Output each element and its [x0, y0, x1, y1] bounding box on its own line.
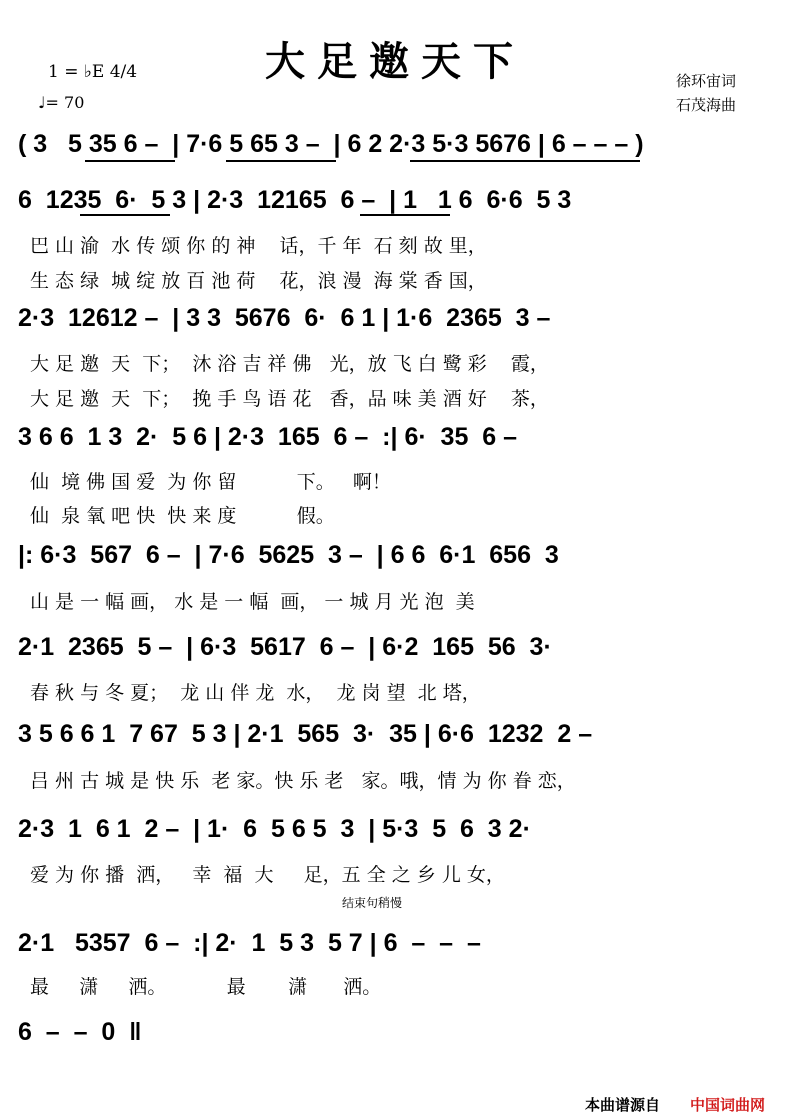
key-signature: 1 = ♭E 4/4	[48, 62, 138, 82]
lyric-line-8: 春 秋 与 冬 夏； 龙 山 伴 龙 水， 龙 岗 望 北 塔，	[30, 682, 481, 704]
lyric-line-11: 最 潇 洒。 最 潇 洒。	[30, 976, 382, 998]
lyric-line-7: 山 是 一 幅 画， 水 是 一 幅 画， 一 城 月 光 泡 美	[30, 591, 475, 613]
beam-line	[80, 214, 170, 216]
footer-source-label: 本曲谱源自	[585, 1096, 661, 1114]
lyric-line-2: 生 态 绿 城 绽 放 百 池 荷 花，浪 漫 海 棠 香 国，	[30, 270, 487, 292]
beam-line	[360, 214, 450, 216]
beam-line	[226, 160, 336, 162]
notation-line-4: 3 6 6 1 3 2· 5 6 | 2·3 165 6 – :| 6· 35 6 –	[18, 423, 518, 451]
lyric-line-6: 仙 泉 氧 吧 快 快 来 度 假。	[30, 505, 335, 527]
lyric-line-10: 爱 为 你 播 洒， 幸 福 大 足，五 全 之 乡 儿 女，	[30, 864, 505, 886]
notation-line-2: 6 1235 6· 5 3 | 2·3 12165 6 – | 1 1 6 6·6 5 3	[18, 186, 572, 214]
notation-line-5: |: 6·3 567 6 – | 7·6 5625 3 – | 6 6 6·1 656 3	[18, 541, 559, 569]
notation-line-3: 2·3 12612 – | 3 3 5676 6· 6 1 | 1·6 2365 3 –	[18, 304, 551, 332]
lyricist-credit: 徐环宙词	[676, 72, 737, 90]
lyric-line-4: 大 足 邀 天 下； 挽 手 鸟 语 花 香，品 味 美 酒 好 茶，	[30, 388, 549, 410]
notation-line-8: 2·3 1 6 1 2 – | 1· 6 5 6 5 3 | 5·3 5 6 3 2·	[18, 815, 531, 843]
notation-line-10: 6 – – 0 ‖	[18, 1018, 142, 1046]
notation-line-1: ( 3 5 35 6 – | 7·6 5 65 3 – | 6 2 2·3 5·3 5676 | 6 – – – )	[18, 130, 644, 158]
notation-line-6: 2·1 2365 5 – | 6·3 5617 6 – | 6·2 165 56 3·	[18, 633, 552, 661]
notation-line-9: 2·1 5357 6 – :| 2· 1 5 3 5 7 | 6 – – –	[18, 929, 481, 957]
tempo-marking: ♩= 70	[38, 93, 85, 112]
lyric-line-9: 吕 州 古 城 是 快 乐 老 家。快 乐 老 家。哦，情 为 你 眷 恋，	[30, 770, 576, 792]
beam-line	[85, 160, 175, 162]
lyric-line-1: 巴 山 渝 水 传 颂 你 的 神 话，千 年 石 刻 故 里，	[30, 235, 487, 257]
ending-tempo-note: 结束句稍慢	[342, 896, 403, 910]
lyric-line-5: 仙 境 佛 国 爱 为 你 留 下。 啊！	[30, 471, 391, 493]
composer-credit: 石茂海曲	[676, 96, 737, 114]
lyric-line-3: 大 足 邀 天 下； 沐 浴 吉 祥 佛 光，放 飞 白 鹭 彩 霞，	[30, 353, 549, 375]
score-title: 大足邀天下	[265, 38, 525, 85]
notation-line-7: 3 5 6 6 1 7 67 5 3 | 2·1 565 3· 35 | 6·6 1232 2 –	[18, 720, 593, 748]
beam-line	[410, 160, 640, 162]
footer-site-name[interactable]: 中国词曲网	[690, 1096, 766, 1114]
